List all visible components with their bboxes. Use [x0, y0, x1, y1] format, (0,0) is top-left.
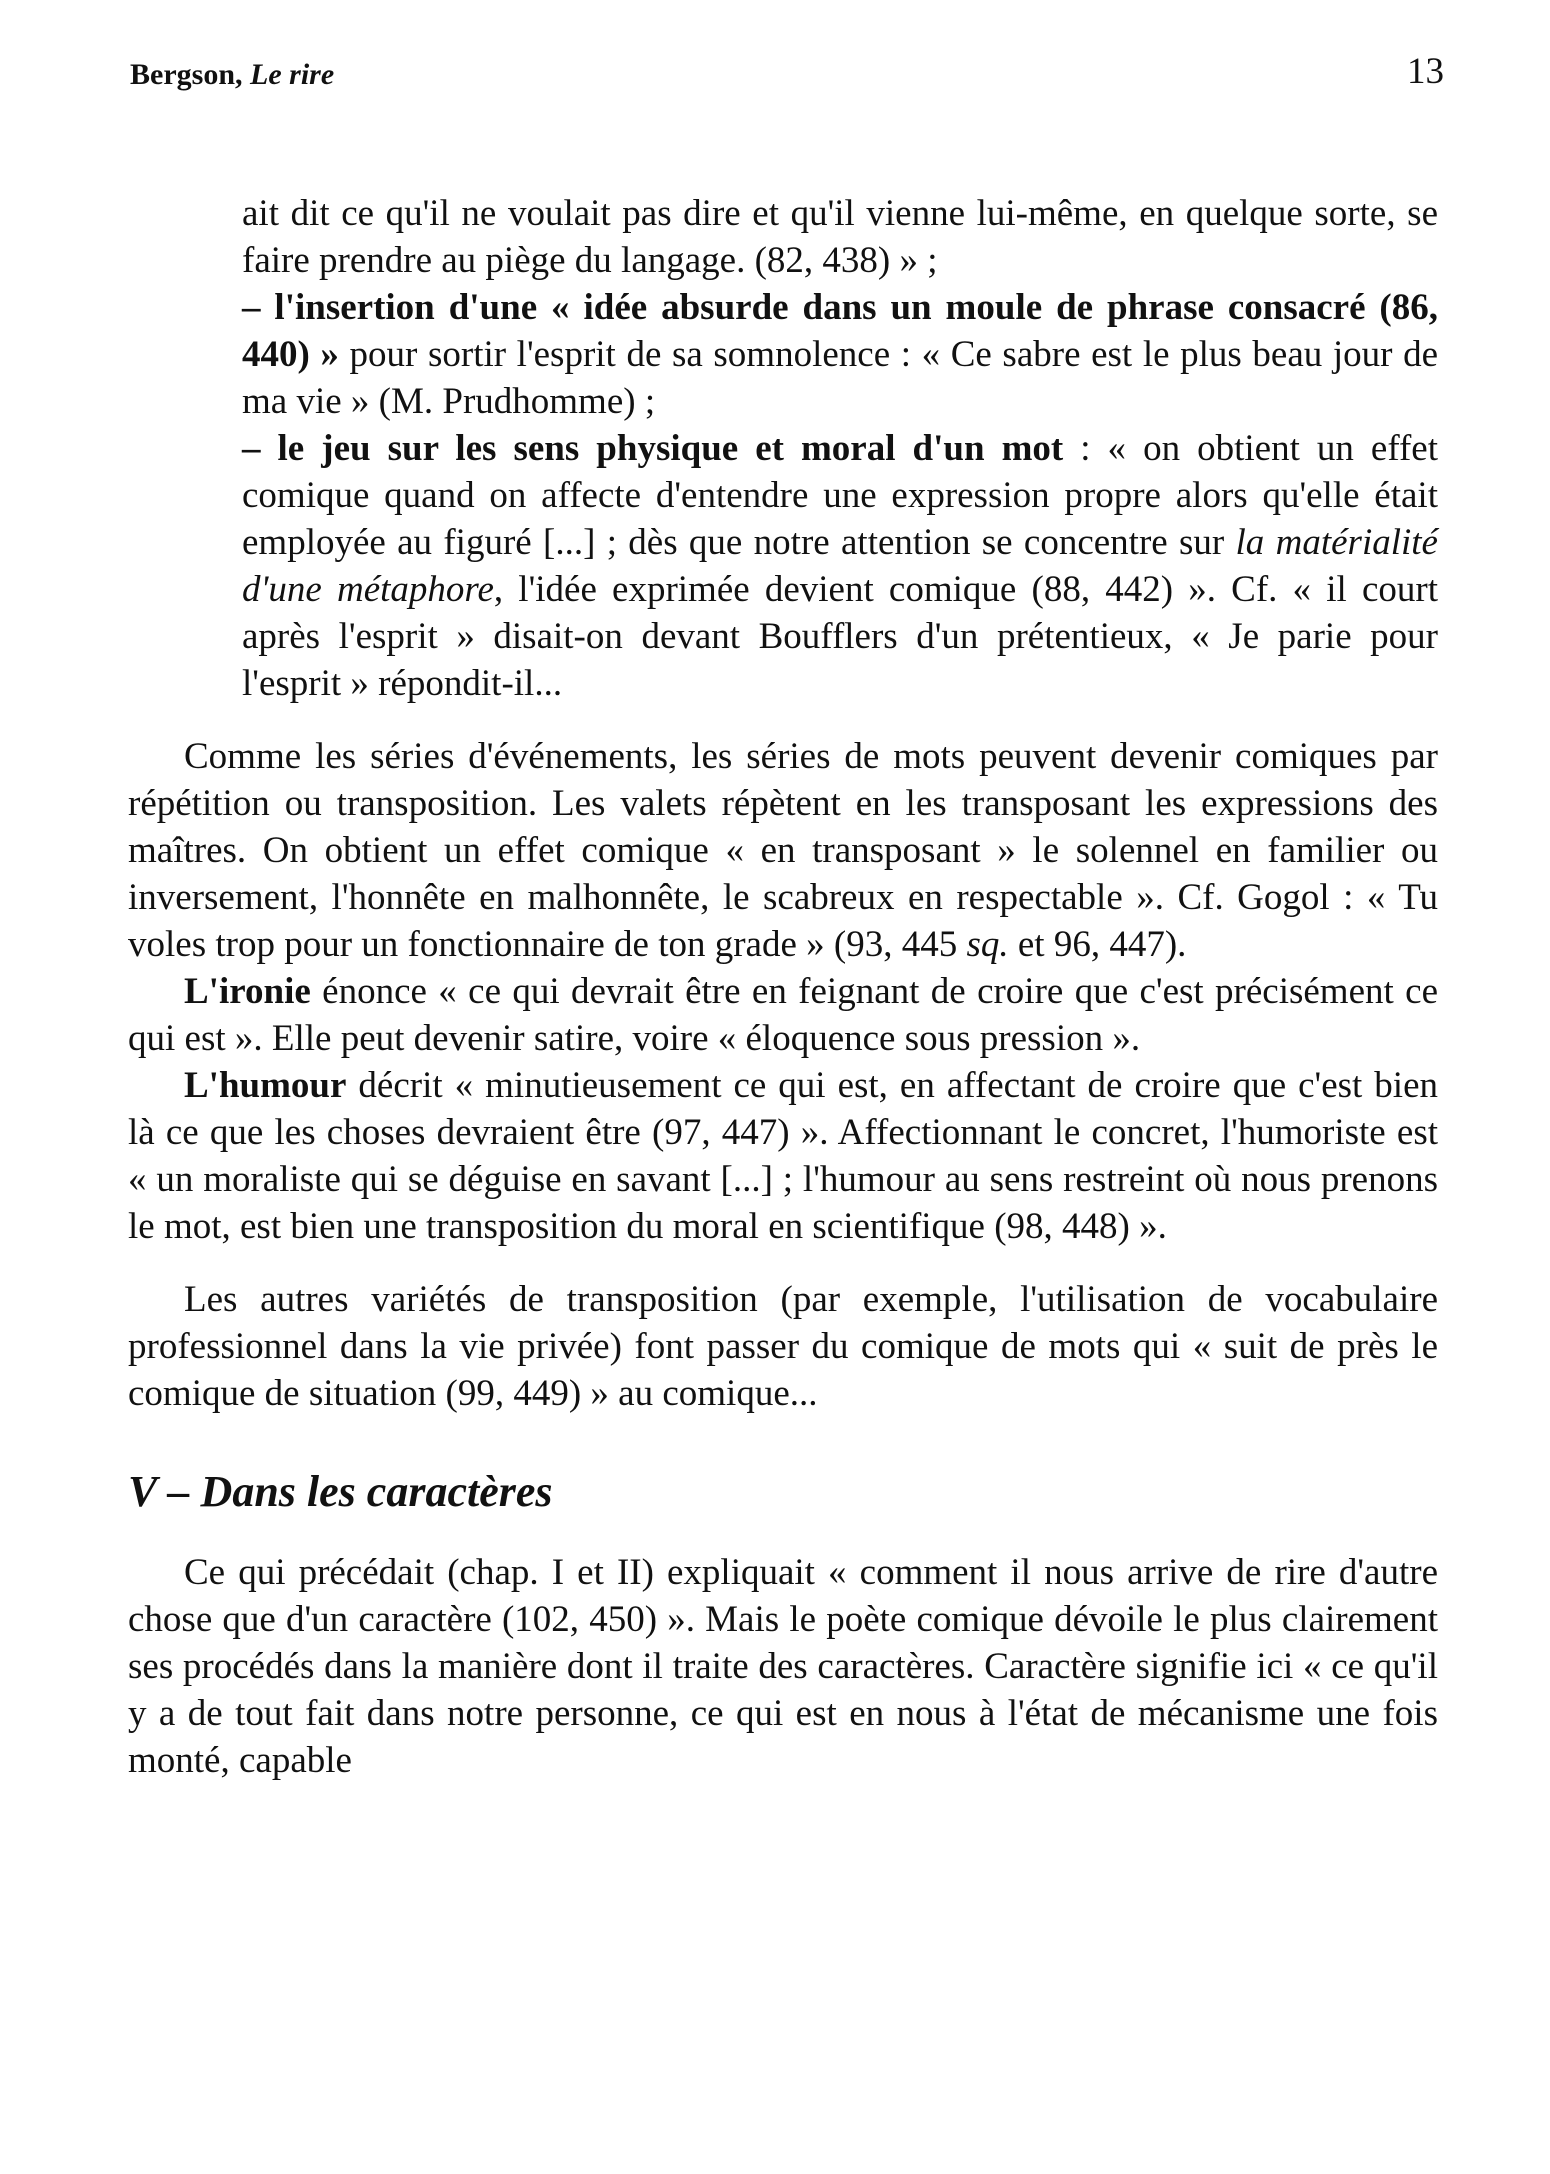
list-item-idee-absurde — [128, 284, 1438, 425]
running-head — [130, 58, 334, 92]
paragraph-series-mots — [128, 733, 1438, 968]
paragraph-autres-text: Les autres variétés de transposition (par exemple, l'utilisation de vocabulaire professionnel dans la vie privée) font passer du comique de mots qui « suit de près le comique de situation (99, 449) » au comique... — [128, 1279, 1438, 1414]
paragraph-series-text-1: Comme les séries d'événements, les séries de mots peuvent devenir comiques par répétition ou transposition. Les valets répètent en les transposant les expressions des maîtres. On obtient un effet comique « en transposant » le solennel en familier ou inversement, l'honnête en malhonnête, le scabreux en respectable ». Cf. Gogol : « Tu voles trop pour un fonctionnaire de ton grade » (93, 445 — [128, 736, 1438, 965]
paragraph-series-text-2: et 96, 447). — [1008, 924, 1187, 965]
section-heading: V – Dans les caractères — [128, 1467, 553, 1516]
page-number: 13 — [1407, 51, 1444, 92]
paragraph-ironie-term: L'ironie — [184, 971, 311, 1012]
paragraph-humour-term: L'humour — [184, 1065, 347, 1106]
paragraph-ironie-text: énonce « ce qui devrait être en feignant de croire que c'est précisément ce qui est ». Elle peut devenir satire, voire « éloquence sous pression ». — [128, 971, 1438, 1059]
list-item-jeu-sens-text-1: : « on obtient un effet comique quand on affecte d'entendre une expression propre alors qu'elle était employée au figuré [...] ; dès que notre attention se concentre sur — [242, 428, 1438, 563]
list-item-jeu-sens-emphasis: la matérialité d'une métaphore — [242, 522, 1438, 610]
paragraph-humour-text: décrit « minutieusement ce qui est, en affectant de croire que c'est bien là ce que les choses devraient être (97, 447) ». Affectionnant le concret, l'humoriste est « un moraliste qui se déguise en savant [...] ; l'humour au sens restreint où nous prenons le mot, est bien une transposition du moral en scientifique (98, 448) ». — [128, 1065, 1438, 1247]
list-item-jeu-sens — [128, 425, 1438, 707]
paragraph-autres-varietes — [128, 1276, 1438, 1417]
paragraph-caracteres — [128, 1549, 1438, 1784]
list-item-jeu-sens-text-2: , l'idée exprimée devient comique (88, 442) ». Cf. « il court après l'esprit » disait-on devant Boufflers d'un prétentieux, « Je parie pour l'esprit » répondit-il... — [242, 569, 1438, 704]
paragraph-series-emphasis: sq. — [966, 924, 1009, 965]
list-item-idee-absurde-text: pour sortir l'esprit de sa somnolence : « Ce sabre est le plus beau jour de ma vie » (M. Prudhomme) ; — [242, 334, 1438, 422]
list-item-idee-absurde-term: – l'insertion d'une « idée absurde dans un moule de phrase consacré (86, 440) » — [242, 287, 1438, 375]
running-head-author: Bergson, — [130, 58, 243, 91]
list-item-langage-text: ait dit ce qu'il ne voulait pas dire et qu'il vienne lui-même, en quelque sorte, se faire prendre au piège du langage. (82, 438) » ; — [242, 193, 1438, 281]
paragraph-ironie — [128, 968, 1438, 1062]
list-item-jeu-sens-term: – le jeu sur les sens physique et moral d'un mot — [242, 428, 1064, 469]
page-body — [128, 190, 1438, 1784]
paragraph-humour — [128, 1062, 1438, 1250]
list-item-langage — [128, 190, 1438, 284]
running-head-title: Le rire — [250, 58, 335, 91]
paragraph-caracteres-text: Ce qui précédait (chap. I et II) expliquait « comment il nous arrive de rire d'autre chose que d'un caractère (102, 450) ». Mais le poète comique dévoile le plus clairement ses procédés dans la manière dont il traite des caractères. Caractère signifie ici « ce qu'il y a de tout fait dans notre personne, ce qui est en nous à l'état de mécanisme une fois monté, capable — [128, 1552, 1438, 1781]
